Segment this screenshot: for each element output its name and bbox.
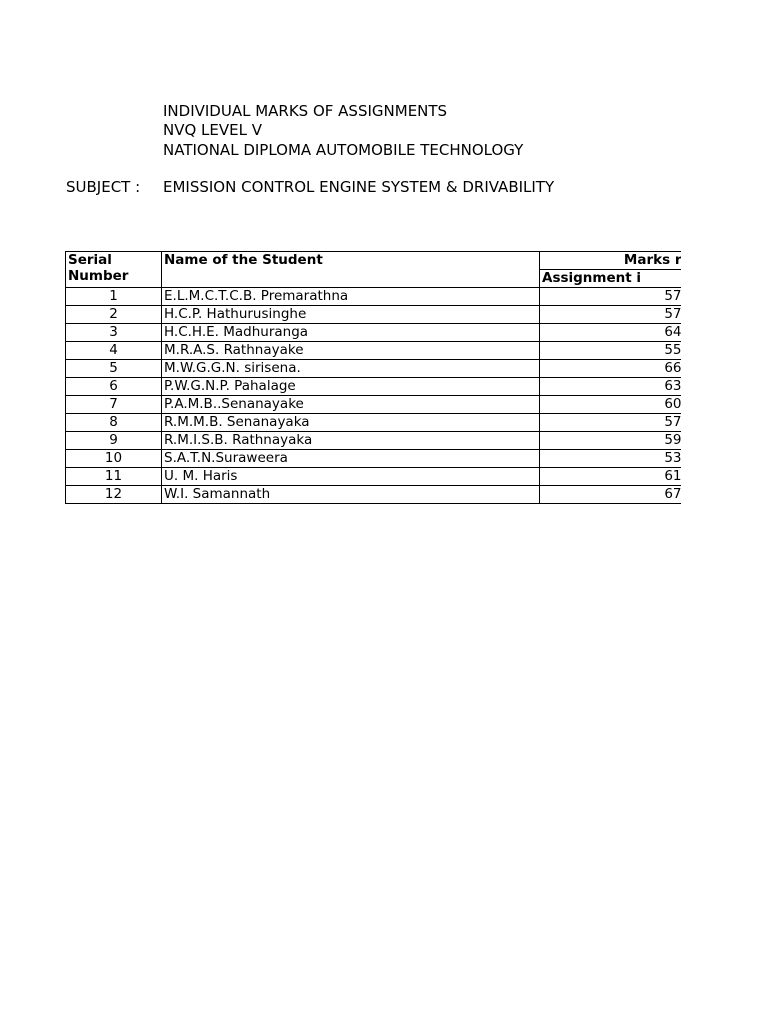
document-title: INDIVIDUAL MARKS OF ASSIGNMENTS (163, 102, 448, 120)
mark-cell: 64 (540, 324, 682, 342)
header-marks-group: Marks r (540, 252, 682, 270)
mark-cell: 67 (540, 486, 682, 504)
student-name-cell: H.C.H.E. Madhuranga (162, 324, 540, 342)
serial-cell: 6 (66, 378, 162, 396)
subject-label: SUBJECT : (66, 178, 141, 196)
nvq-level: NVQ LEVEL V (163, 121, 263, 139)
table-row (66, 378, 682, 396)
table-row (66, 342, 682, 360)
table-row (66, 360, 682, 378)
student-name-cell: R.M.M.B. Senanayaka (162, 414, 540, 432)
mark-cell: 53 (540, 450, 682, 468)
marks-table (65, 251, 681, 504)
student-name-cell: M.W.G.G.N. sirisena. (162, 360, 540, 378)
student-name-cell: M.R.A.S. Rathnayake (162, 342, 540, 360)
mark-cell: 55 (540, 342, 682, 360)
header-serial-number: Serial Number (66, 252, 162, 288)
student-name-cell: S.A.T.N.Suraweera (162, 450, 540, 468)
student-name-cell: R.M.I.S.B. Rathnayaka (162, 432, 540, 450)
serial-cell: 4 (66, 342, 162, 360)
table-row (66, 468, 682, 486)
mark-cell: 57 (540, 288, 682, 306)
table-row (66, 432, 682, 450)
table-row (66, 288, 682, 306)
serial-cell: 12 (66, 486, 162, 504)
mark-cell: 57 (540, 306, 682, 324)
student-name-cell: H.C.P. Hathurusinghe (162, 306, 540, 324)
mark-cell: 59 (540, 432, 682, 450)
serial-cell: 2 (66, 306, 162, 324)
mark-cell: 57 (540, 414, 682, 432)
table-row (66, 450, 682, 468)
serial-cell: 7 (66, 396, 162, 414)
serial-cell: 9 (66, 432, 162, 450)
table-header-row (66, 252, 682, 270)
table-row (66, 396, 682, 414)
serial-cell: 8 (66, 414, 162, 432)
student-name-cell: P.A.M.B..Senanayake (162, 396, 540, 414)
table-row (66, 324, 682, 342)
table-row (66, 486, 682, 504)
serial-cell: 10 (66, 450, 162, 468)
serial-cell: 11 (66, 468, 162, 486)
header-assignment: Assignment i (540, 270, 682, 288)
student-name-cell: E.L.M.C.T.C.B. Premarathna (162, 288, 540, 306)
mark-cell: 60 (540, 396, 682, 414)
student-name-cell: U. M. Haris (162, 468, 540, 486)
subject-value: EMISSION CONTROL ENGINE SYSTEM & DRIVABILITY (163, 178, 555, 196)
diploma-name: NATIONAL DIPLOMA AUTOMOBILE TECHNOLOGY (163, 141, 524, 159)
mark-cell: 66 (540, 360, 682, 378)
serial-cell: 3 (66, 324, 162, 342)
serial-cell: 5 (66, 360, 162, 378)
serial-cell: 1 (66, 288, 162, 306)
header-student-name: Name of the Student (162, 252, 540, 288)
table-row (66, 306, 682, 324)
student-name-cell: P.W.G.N.P. Pahalage (162, 378, 540, 396)
student-name-cell: W.I. Samannath (162, 486, 540, 504)
mark-cell: 63 (540, 378, 682, 396)
marks-table-container (65, 251, 681, 504)
mark-cell: 61 (540, 468, 682, 486)
table-row (66, 414, 682, 432)
